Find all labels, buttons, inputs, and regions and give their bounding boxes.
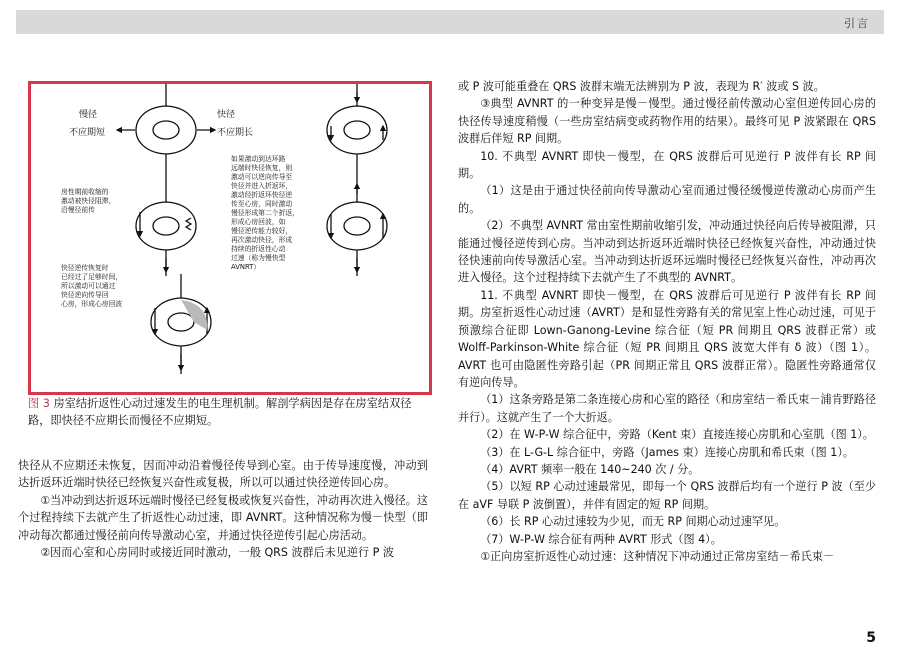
svg-text:快径并进入折返环，: 快径并进入折返环，	[231, 182, 293, 190]
note-left-1	[61, 187, 115, 214]
svg-text:形成心房回波，如: 形成心房回波，如	[231, 218, 286, 226]
paragraph: （5）以短 RP 心动过速最常见，即每一个 QRS 波群后均有一个逆行 P 波（至少在 aVF 导联 P 波倒置），并伴有固定的短 RP 间期。	[458, 480, 876, 511]
paragraph: ②因而心室和心房同时或接近同时激动，一般 QRS 波群后未见逆行 P 波	[40, 546, 394, 560]
paragraph: 10. 不典型 AVNRT 即快－慢型，在 QRS 波群后可见逆行 P 波伴有长 RP 间期。	[458, 149, 876, 181]
paragraph: ①当冲动到达折返环远端时慢径已经复极或恢复兴奋性，冲动再次进入慢径。这个过程持续下去就产生了折返性心动过速，即 AVNRT。这种情况称为慢－快型（即冲动每次都通过慢径前向传导激动心室，并通过快径逆传引起心房活动。	[18, 493, 428, 542]
label-refr-short: 不应期短	[69, 128, 106, 138]
svg-text:慢径形成第二个折返，: 慢径形成第二个折返，	[231, 209, 299, 217]
svg-text:过速（称为慢快型: 过速（称为慢快型	[231, 254, 286, 262]
label-fast: 快径	[217, 110, 236, 120]
svg-text:激动经折返环快径逆: 激动经折返环快径逆	[231, 191, 293, 199]
diagram-middle-right	[327, 180, 387, 276]
header-bar	[16, 10, 884, 34]
paragraph: 或 P 波可能重叠在 QRS 波群末端无法辨别为 P 波，表现为 R′ 波或 S 波。	[458, 80, 825, 93]
paragraph: （1）这是由于通过快径前向传导激动心室而通过慢径缓慢逆传激动心房而产生的。	[458, 184, 876, 215]
note-right	[231, 154, 299, 271]
svg-text:沿慢径前传: 沿慢径前传	[61, 206, 95, 214]
paragraph: 快径从不应期还未恢复，因而冲动沿着慢径传导到心室。由于传导速度慢，冲动到达折返环近端时快径已经恢复兴奋性或复极，所以可以通过快径逆传回心房。	[18, 459, 428, 490]
svg-text:激动被快径阻滞，: 激动被快径阻滞，	[61, 197, 116, 205]
note-left-2	[61, 263, 122, 309]
paragraph: （7）W-P-W 综合征有两种 AVRT 形式（图 4）。	[480, 532, 722, 546]
paragraph: （2）不典型 AVNRT 常由室性期前收缩引发，冲动通过快径向后传导被阻滞，只能通过慢径逆传到心房。当冲动到达折返环近端时快径已经恢复兴奋性，冲动通过快径快速前向传导激活心室。当冲动到达折返环远端时慢径已经恢复兴奋性，冲动再次进入慢径。这个过程持续下去就产生了不典型的 AVNRT。	[458, 219, 876, 285]
section-label: 引言	[844, 17, 870, 30]
avnrt-mechanism-diagram	[31, 84, 429, 392]
paragraph: ③典型 AVNRT 的一种变异是慢－慢型。通过慢径前传激动心室但逆传回心房的快径传导速度稍慢（一些房室结病变或药物作用的结果）。最终可见 P 波紧跟在 QRS 波群后伴短 RP 间期。	[458, 97, 876, 146]
label-slow: 慢径	[79, 110, 98, 120]
svg-text:心房，形成心房回波: 心房，形成心房回波	[61, 300, 123, 308]
diagram-top-left	[117, 84, 215, 180]
diagram-top-right	[327, 84, 387, 180]
paragraph: （4）AVRT 频率一般在 140~240 次 / 分。	[480, 462, 700, 476]
caption-text: 房室结折返性心动过速发生的电生理机制。解剖学病因是存在房室结双径路，即快径不应期长而慢径不应期短。	[28, 397, 412, 427]
paragraph: （3）在 L-G-L 综合征中，旁路（James 束）连接心房肌和希氏束（图 1）。	[480, 445, 854, 459]
diagram-middle-left	[136, 180, 196, 276]
page-number: 5	[866, 630, 876, 646]
svg-text:持续的折返性心动: 持续的折返性心动	[231, 245, 286, 253]
svg-text:所以激动可以通过: 所以激动可以通过	[61, 282, 116, 290]
paragraph: ①正向房室折返性心动过速：这种情况下冲动通过正常房室结－希氏束－	[480, 549, 835, 563]
svg-text:慢径逆传能力较好，: 慢径逆传能力较好，	[231, 227, 293, 235]
svg-text:快径逆传恢复时: 快径逆传恢复时	[61, 264, 109, 272]
paragraph: 11. 不典型 AVNRT 即快－慢型，在 QRS 波群后可见逆行 P 波伴有长 RP 间期。房室折返性心动过速（AVRT）是和显性旁路有关的常见室上性心动过速，可见于预激综合征即 Lown-Ganong-Levine 综合征（短 PR 间期且 QRS 波群正常）或 Wolff-Parkinson-White 综合征（短 PR 间期且 QRS 波宽大伴有 δ 波）（图 1）。AVRT 也可由隐匿性旁路引起（PR 间期正常且 QRS 波群正常）。隐匿性旁路通常仅有逆向传导。	[458, 288, 876, 389]
svg-text:房性期前收缩的: 房性期前收缩的	[61, 188, 109, 196]
caption-number: 图 3	[28, 397, 50, 410]
svg-text:远端时快径恢复，则: 远端时快径恢复，则	[231, 164, 293, 172]
svg-text:传至心房，同时激动: 传至心房，同时激动	[231, 200, 293, 208]
svg-text:再次激动快径，形成: 再次激动快径，形成	[231, 236, 293, 244]
figure-3	[28, 81, 432, 395]
right-column	[458, 78, 876, 565]
svg-text:激动可以逆向传导至: 激动可以逆向传导至	[231, 173, 293, 181]
svg-text:快径逆向传导回: 快径逆向传导回	[61, 291, 109, 299]
svg-text:已经过了足够时间，: 已经过了足够时间，	[61, 273, 123, 281]
svg-text:如果激动到达环路: 如果激动到达环路	[231, 155, 286, 163]
paragraph: （6）长 RP 心动过速较为少见，而无 RP 间期心动过速罕见。	[480, 515, 786, 529]
svg-text:AVNRT）: AVNRT）	[231, 263, 261, 271]
paragraph: （1）这条旁路是第二条连接心房和心室的路径（和房室结－希氏束－浦肯野路径并行）。这就产生了一个大折返。	[458, 393, 876, 424]
left-column	[18, 457, 428, 561]
label-refr-long: 不应期长	[217, 128, 254, 138]
figure-caption	[28, 395, 430, 429]
paragraph: （2）在 W-P-W 综合征中，旁路（Kent 束）直接连接心房肌和心室肌（图 1）。	[480, 428, 874, 442]
